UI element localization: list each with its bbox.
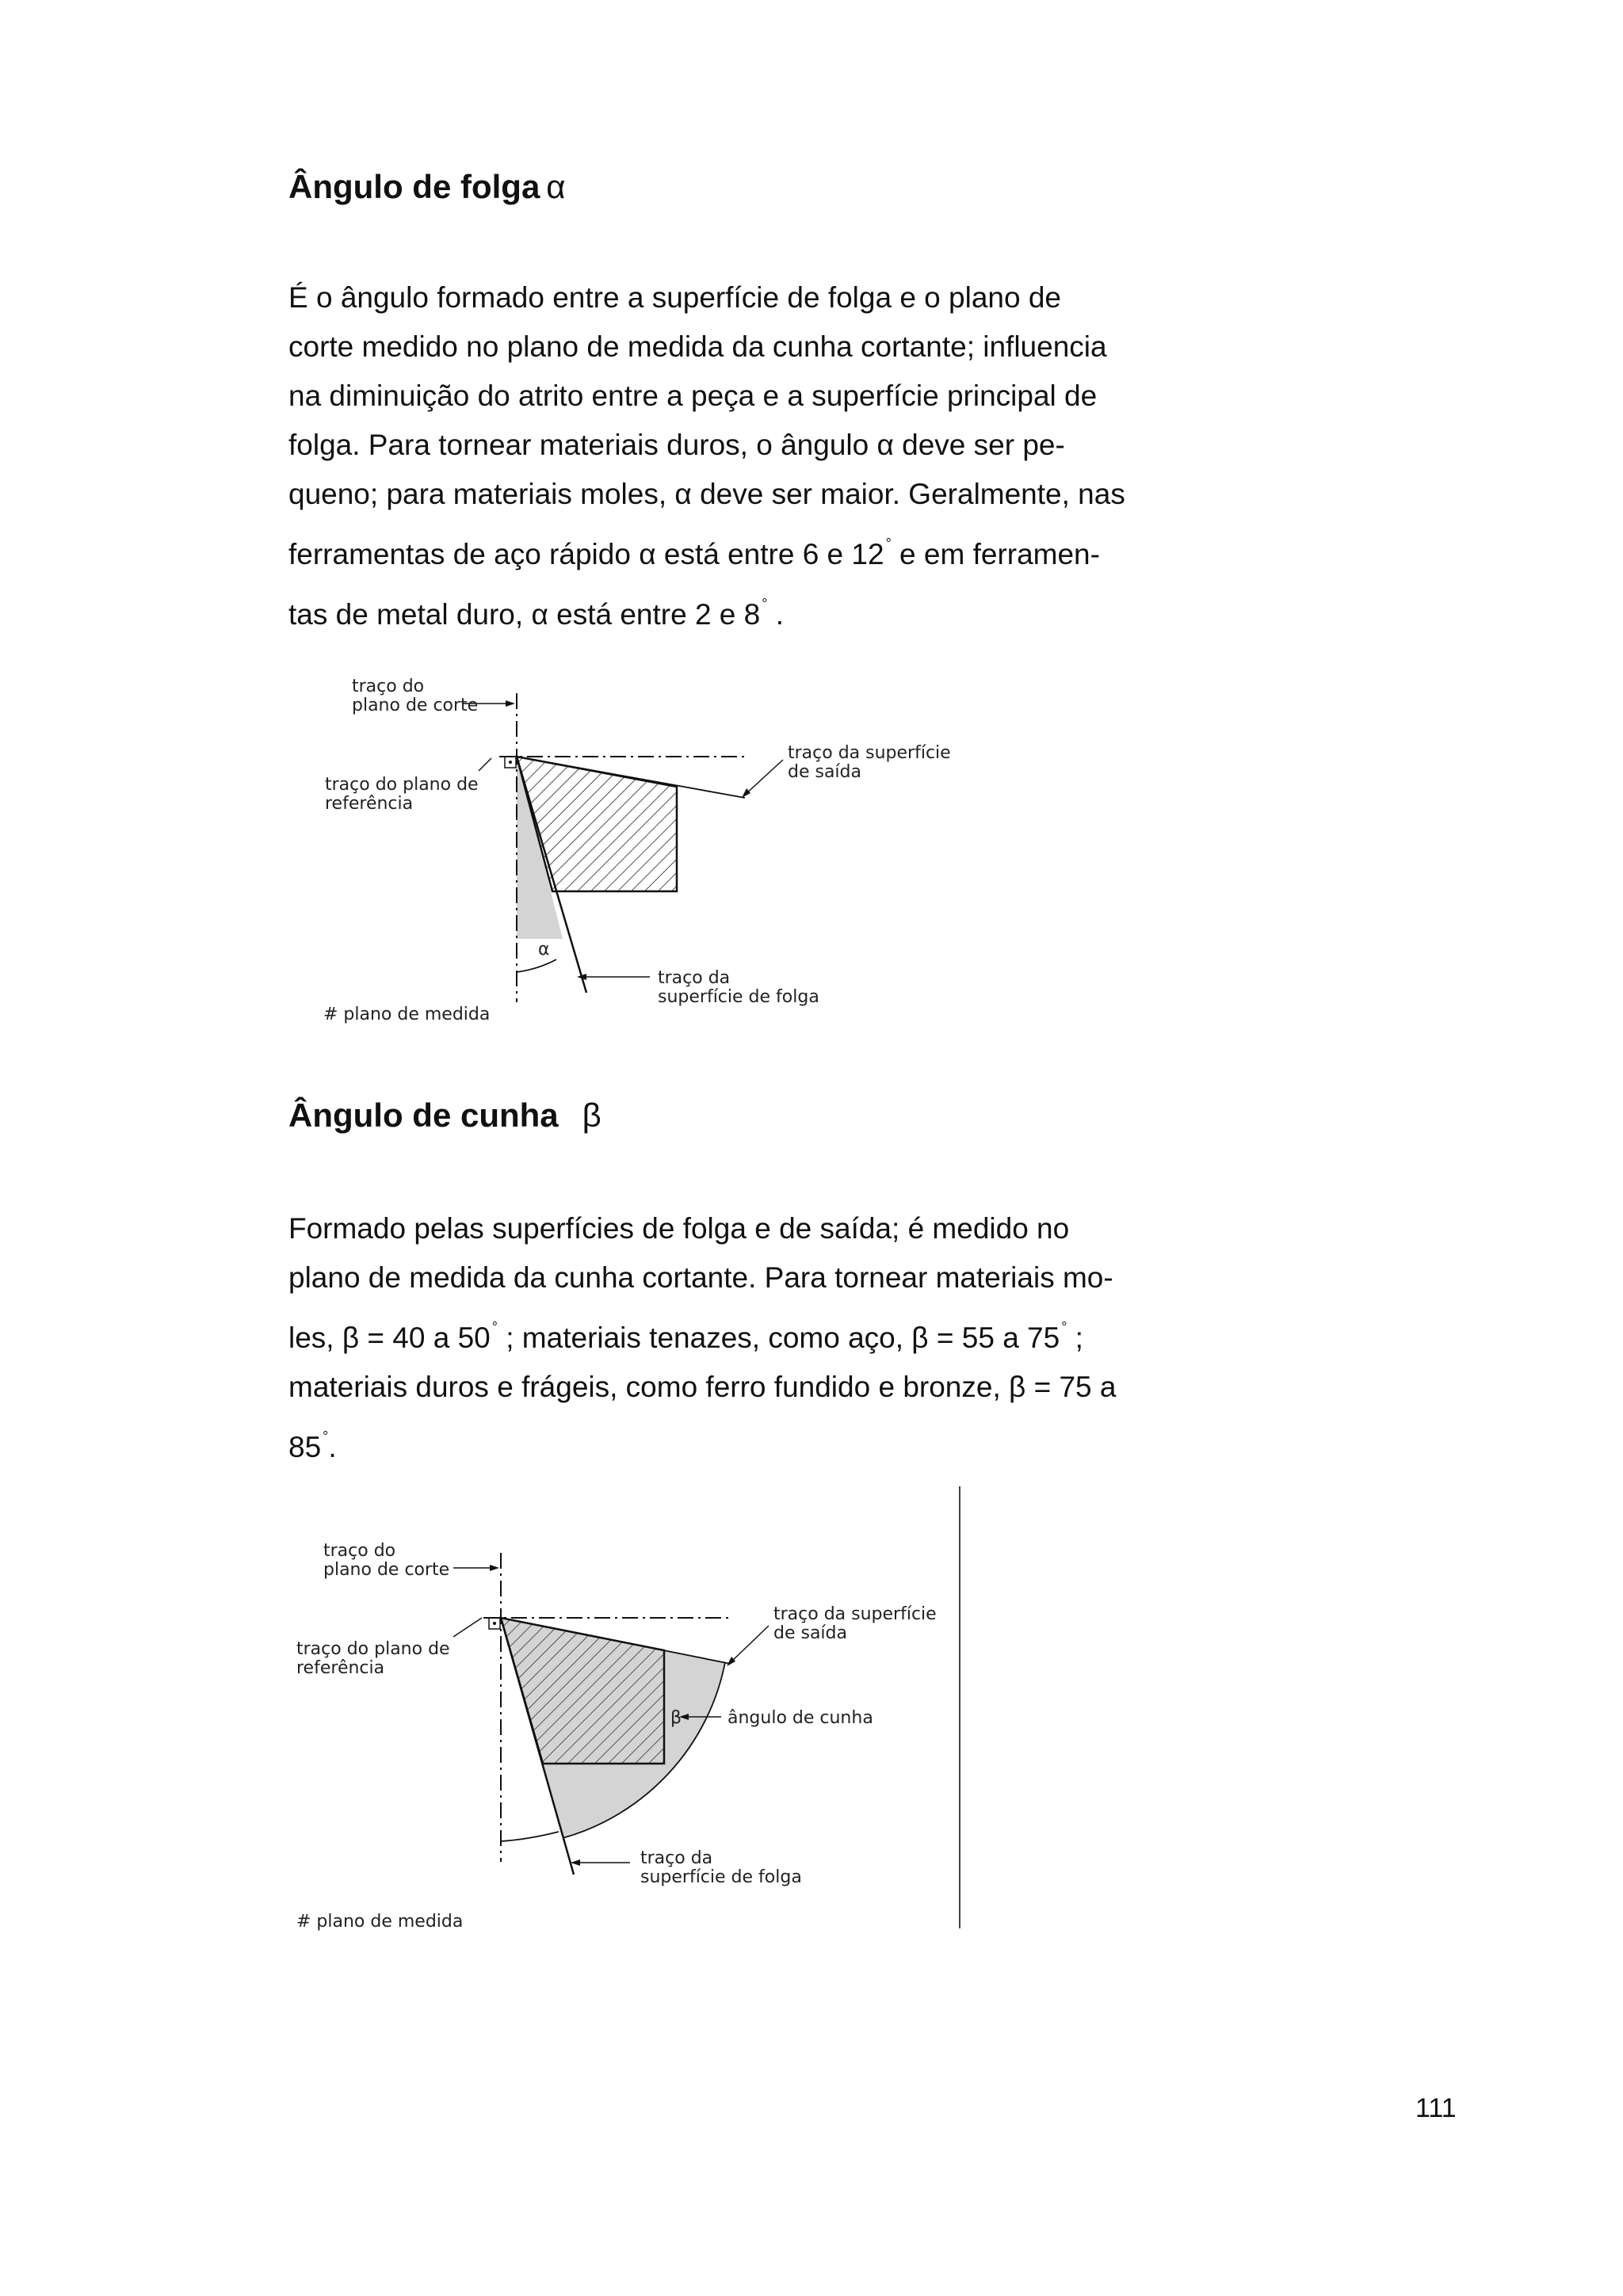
label-flank-surface: traço da <box>640 1848 713 1868</box>
text-fragment: . <box>767 598 784 631</box>
degree-sign: ° <box>1061 1319 1067 1335</box>
label-rake-surface: traço da superfície <box>773 1604 937 1624</box>
label-flank-surface: superfície de folga <box>658 987 819 1007</box>
text-line: na diminuição do atrito entre a peça e a superfície principal de <box>288 379 1098 412</box>
label-beta: β <box>670 1708 682 1728</box>
text-line: É o ângulo formado entre a superfície de folga e o plano de <box>288 281 1062 314</box>
text-line <box>288 1302 1184 1363</box>
text-line <box>288 519 1184 579</box>
tool-wedge-hatched <box>501 1618 664 1764</box>
label-reference-plane: traço do plano de <box>296 1639 450 1659</box>
label-rake-surface: de saída <box>773 1623 847 1643</box>
label-measuring-plane: # plano de medida <box>296 1912 464 1932</box>
figure-wedge-angle <box>285 1521 959 1933</box>
label-alpha: α <box>538 940 550 959</box>
text-fragment: 85 <box>288 1431 322 1463</box>
heading-wedge-angle <box>288 1097 601 1135</box>
text-fragment: les, β = 40 a 50 <box>288 1322 491 1354</box>
paragraph-clearance-angle <box>288 273 1184 639</box>
degree-sign: ° <box>762 596 768 612</box>
wedge-angle-diagram <box>285 1521 959 1933</box>
text-line <box>288 579 1184 639</box>
label-flank-surface: traço da <box>658 968 731 988</box>
label-rake-surface: de saída <box>788 762 861 782</box>
figure-border-line <box>959 1486 960 1928</box>
label-measuring-plane: # plano de medida <box>323 1005 491 1024</box>
text-line: corte medido no plano de medida da cunha cortante; influencia <box>288 330 1107 363</box>
label-cutting-plane: plano de corte <box>323 1560 450 1580</box>
degree-sign: ° <box>491 1319 498 1335</box>
heading-wedge-angle-text: Ângulo de cunha <box>288 1097 559 1134</box>
text-line: folga. Para tornear materiais duros, o ângulo α deve ser pe- <box>288 429 1065 461</box>
label-wedge-angle: ângulo de cunha <box>727 1708 873 1728</box>
label-cutting-plane: plano de corte <box>352 696 479 715</box>
paragraph-wedge-angle <box>288 1204 1184 1472</box>
label-reference-plane: traço do plano de <box>325 775 479 795</box>
label-flank-surface: superfície de folga <box>640 1867 802 1887</box>
label-rake-surface: traço da superfície <box>788 743 951 763</box>
figure-clearance-angle <box>301 669 967 1034</box>
heading-clearance-angle-text: Ângulo de folga <box>288 168 540 205</box>
text-fragment: e em ferramen- <box>891 538 1100 570</box>
text-line <box>288 1412 1184 1472</box>
text-line: materiais duros e frágeis, como ferro fundido e bronze, β = 75 a <box>288 1371 1117 1403</box>
heading-clearance-angle <box>288 168 566 206</box>
text-fragment: ; materiais tenazes, como aço, β = 55 a 75 <box>497 1322 1060 1354</box>
alpha-arc <box>517 959 556 972</box>
label-cutting-plane: traço do <box>323 1541 396 1561</box>
label-cutting-plane: traço do <box>352 677 425 696</box>
text-line: Formado pelas superfícies de folga e de saída; é medido no <box>288 1212 1070 1245</box>
clearance-arc <box>501 1832 559 1841</box>
clearance-angle-diagram <box>301 669 967 1034</box>
label-reference-plane: referência <box>325 794 414 814</box>
text-line: plano de medida da cunha cortante. Para tornear materiais mo- <box>288 1261 1113 1294</box>
degree-sign: ° <box>885 536 892 551</box>
text-fragment: ; <box>1067 1322 1083 1354</box>
beta-symbol: β <box>582 1097 601 1134</box>
text-fragment: tas de metal duro, α está entre 2 e 8 <box>288 598 761 631</box>
text-line: queno; para materiais moles, α deve ser maior. Geralmente, nas <box>288 478 1125 510</box>
page-number: 111 <box>1415 2093 1457 2123</box>
text-fragment: . <box>328 1431 337 1463</box>
text-fragment: ferramentas de aço rápido α está entre 6 e 12 <box>288 538 884 570</box>
alpha-symbol: α <box>546 168 566 205</box>
degree-sign: ° <box>323 1428 329 1444</box>
label-reference-plane: referência <box>296 1658 385 1678</box>
